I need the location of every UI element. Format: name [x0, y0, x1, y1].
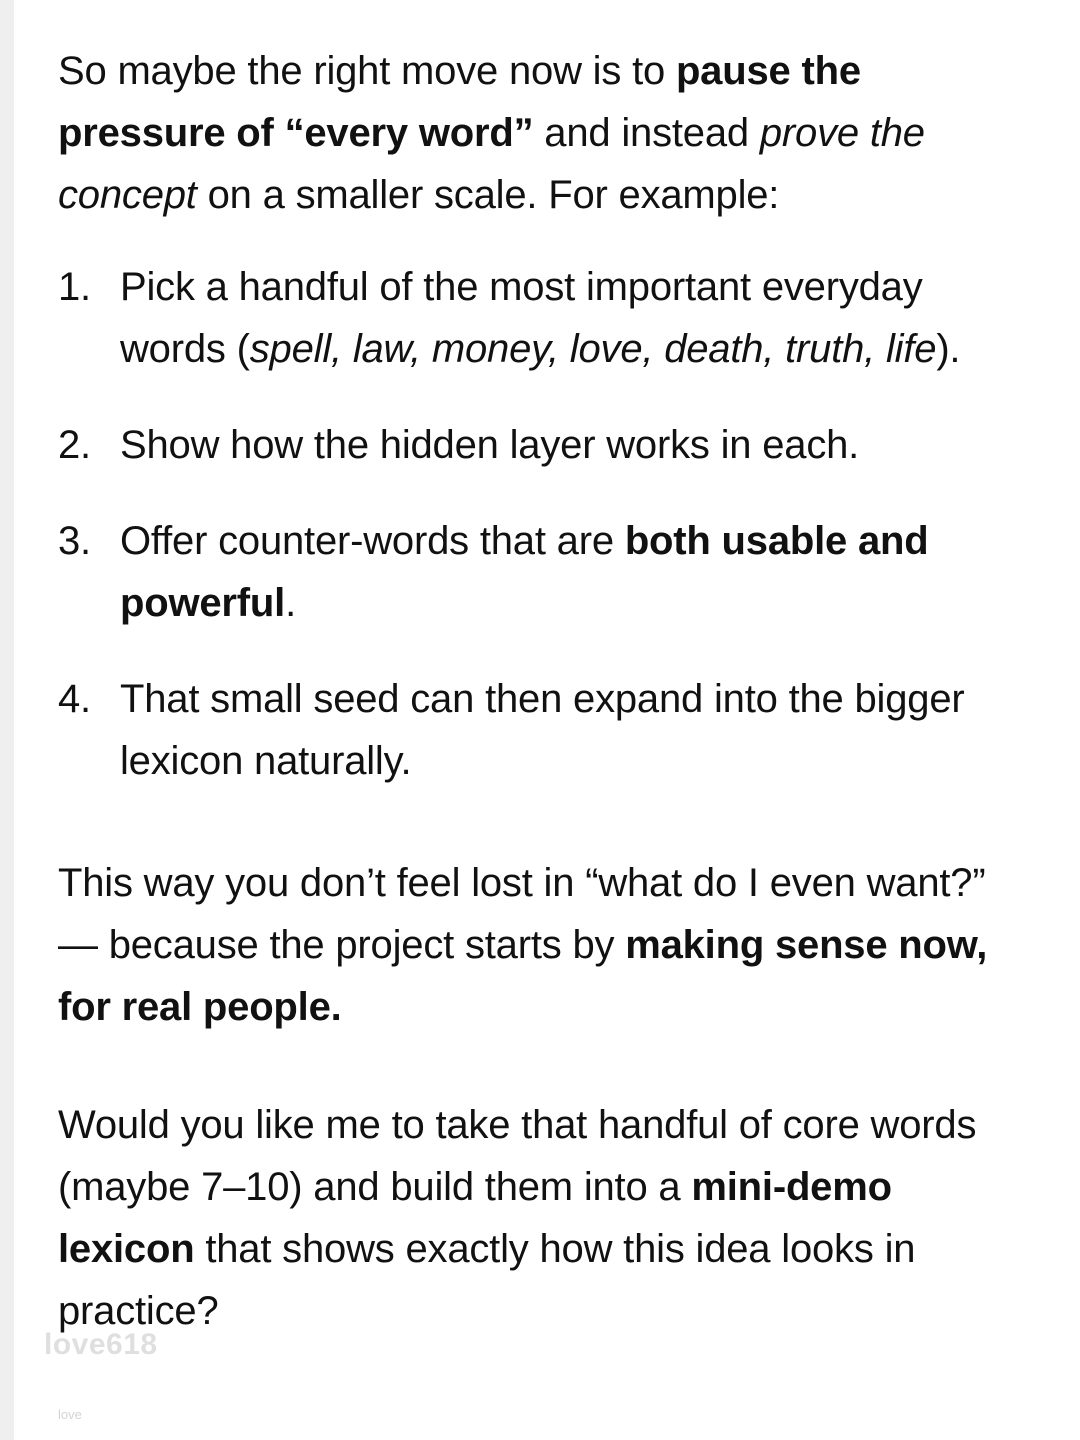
- step-3-text-2: .: [285, 581, 296, 625]
- intro-text-1: So maybe the right move now is to: [58, 49, 676, 93]
- list-item-number: 2.: [58, 423, 91, 467]
- step-3-text-1: Offer counter-words that are: [120, 519, 625, 563]
- question-paragraph: [58, 1094, 1018, 1342]
- step-2-text-1: Show how the hidden layer works in each.: [120, 423, 860, 467]
- intro-text-2: and instead: [533, 111, 760, 155]
- list-item-text: [120, 414, 1018, 476]
- step-1-text-1: Pick a handful of the most important everyday words (: [120, 265, 923, 371]
- conclusion-text-1: This way you don’t feel lost in “what do I even want?” — because the project starts by: [58, 861, 986, 967]
- step-1-italic-1: spell, law, money, love, death, truth, life: [249, 327, 937, 371]
- conclusion-bold-1: making sense now, for real people.: [58, 923, 988, 1029]
- watermark-small: love: [58, 1407, 82, 1422]
- intro-italic-1: prove the concept: [58, 111, 925, 217]
- conclusion-paragraph: [58, 852, 1018, 1038]
- paragraph-spacer: [58, 826, 1018, 852]
- question-bold-1: mini-demo lexicon: [58, 1165, 892, 1271]
- intro-paragraph: [58, 40, 1018, 226]
- step-3-bold-1: both usable and powerful: [120, 519, 929, 625]
- list-item: [58, 668, 1018, 792]
- paragraph-spacer-2: [58, 1068, 1018, 1094]
- intro-text-3: on a smaller scale. For example:: [196, 173, 780, 217]
- question-text-1: Would you like me to take that handful of core words (maybe 7–10) and build them into a: [58, 1103, 977, 1209]
- list-item: [58, 414, 1018, 476]
- watermark: love618: [44, 1328, 158, 1361]
- list-item-number: 4.: [58, 677, 91, 721]
- list-item-text: [120, 668, 1018, 792]
- list-item-number: 3.: [58, 519, 91, 563]
- step-4-text-1: That small seed can then expand into the bigger lexicon naturally.: [120, 677, 965, 783]
- list-item: [58, 256, 1018, 380]
- list-item: [58, 510, 1018, 634]
- step-1-text-2: ).: [936, 327, 961, 371]
- question-text-2: that shows exactly how this idea looks in practice?: [58, 1227, 916, 1333]
- steps-list: [58, 256, 1018, 792]
- list-item-number: 1.: [58, 265, 91, 309]
- list-item-text: [120, 510, 1018, 634]
- page-left-edge: [0, 0, 14, 1440]
- intro-bold-1: pause the pressure of “every word”: [58, 49, 861, 155]
- list-item-text: [120, 256, 1018, 380]
